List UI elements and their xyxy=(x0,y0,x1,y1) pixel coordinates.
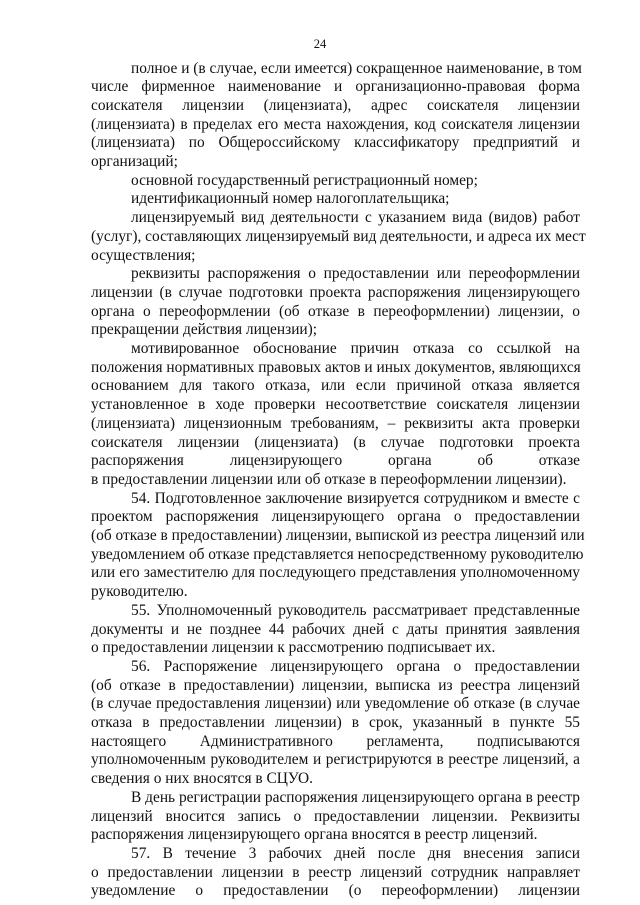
text-line: положения нормативных правовых актов и иных документов, являющихся xyxy=(91,358,581,376)
text-line: распоряжения лицензирующего органа об отказе xyxy=(91,452,580,470)
text-line: органа о переоформлении (об отказе в переоформлении) лицензии, о xyxy=(91,302,580,320)
text-line: 54. Подготовленное заключение визируется сотрудником и вместе с xyxy=(131,489,580,507)
text-line: 55. Уполномоченный руководитель рассматривает представленные xyxy=(131,601,580,619)
text-line: лицензий вносится запись о предоставлении лицензии. Реквизиты xyxy=(91,807,580,825)
text-line: основанием для такого отказа, или если причиной отказа является xyxy=(91,377,580,395)
page-number: 24 xyxy=(313,37,327,51)
text-line: отказа в предоставлении лицензии) в срок, указанный в пункте 55 xyxy=(91,714,580,731)
text-line: распоряжения лицензирующего органа вносятся в реестр лицензий. xyxy=(91,826,538,844)
text-line: уведомлением об отказе представляется непосредственному руководителю xyxy=(91,545,584,563)
text-line: 57. В течение 3 рабочих дней после дня внесения записи xyxy=(131,844,580,862)
text-line: мотивированное обоснование причин отказа со ссылкой на xyxy=(131,340,580,357)
text-line: настоящего Административного регламента, подписываются xyxy=(91,732,580,750)
text-line: установленное в ходе проверки несоответствие соискателя лицензии xyxy=(91,396,580,414)
text-line: (лицензиата) лицензионным требованиям, – реквизиты акта проверки xyxy=(91,414,580,432)
text-line: или его заместителю для последующего представления уполномоченному xyxy=(91,564,580,582)
text-line: идентификационный номер налогоплательщика; xyxy=(131,190,450,208)
text-line: уведомление о предоставлении (о переоформлении) лицензии xyxy=(91,882,580,900)
text-line: организаций; xyxy=(91,153,178,170)
text-line: о предоставлении лицензии в реестр лицензий сотрудник направляет xyxy=(91,863,580,881)
text-line: документы и не позднее 44 рабочих дней с даты принятия заявления xyxy=(91,620,580,638)
text-line: полное и (в случае, если имеется) сокращенное наименование, в том xyxy=(131,59,582,77)
text-line: осуществления; xyxy=(91,246,196,264)
text-line: уполномоченным руководителем и регистрируются в реестре лицензий, а xyxy=(91,751,580,769)
text-line: числе фирменное наименование и организационно-правовая форма xyxy=(91,78,580,96)
text-line: руководителю. xyxy=(91,583,188,601)
text-line: реквизиты распоряжения о предоставлении или переоформлении xyxy=(131,265,580,283)
text-line: прекращении действия лицензии); xyxy=(91,321,318,339)
text-line: лицензируемый вид деятельности с указанием вида (видов) работ xyxy=(131,209,580,227)
text-line: в предоставлении лицензии или об отказе в переоформлении лицензии). xyxy=(91,470,567,488)
text-line: соискателя лицензии (лицензиата), адрес соискателя лицензии xyxy=(91,96,580,114)
text-line: основной государственный регистрационный номер; xyxy=(131,171,478,189)
text-line: лицензии (в случае подготовки проекта распоряжения лицензирующего xyxy=(91,283,580,301)
text-line: о предоставлении лицензии к рассмотрению подписывает их. xyxy=(91,639,496,657)
text-line: (услуг), составляющих лицензируемый вид деятельности, и адреса их мест xyxy=(91,227,586,245)
text-line: соискателя лицензии (лицензиата) (в случае подготовки проекта xyxy=(91,433,580,451)
text-line: (об отказе в предоставлении) лицензии, выписка из реестра лицензий xyxy=(91,676,580,694)
text-line: проектом распоряжения лицензирующего органа о предоставлении xyxy=(91,508,580,526)
text-line: (лицензиата) в пределах его места нахождения, код соискателя лицензии xyxy=(91,115,580,133)
text-line: сведения о них вносятся в СЦУО. xyxy=(91,770,314,788)
text-line: 56. Распоряжение лицензирующего органа о предоставлении xyxy=(131,657,580,675)
text-line: (в случае предоставления лицензии) или уведомление об отказе (в случае xyxy=(91,695,580,713)
text-line: В день регистрации распоряжения лицензирующего органа в реестр xyxy=(131,788,580,806)
text-line: (лицензиата) по Общероссийскому классификатору предприятий и xyxy=(91,134,580,152)
text-line: (об отказе в предоставлении) лицензии, выпиской из реестра лицензий или xyxy=(91,527,585,544)
